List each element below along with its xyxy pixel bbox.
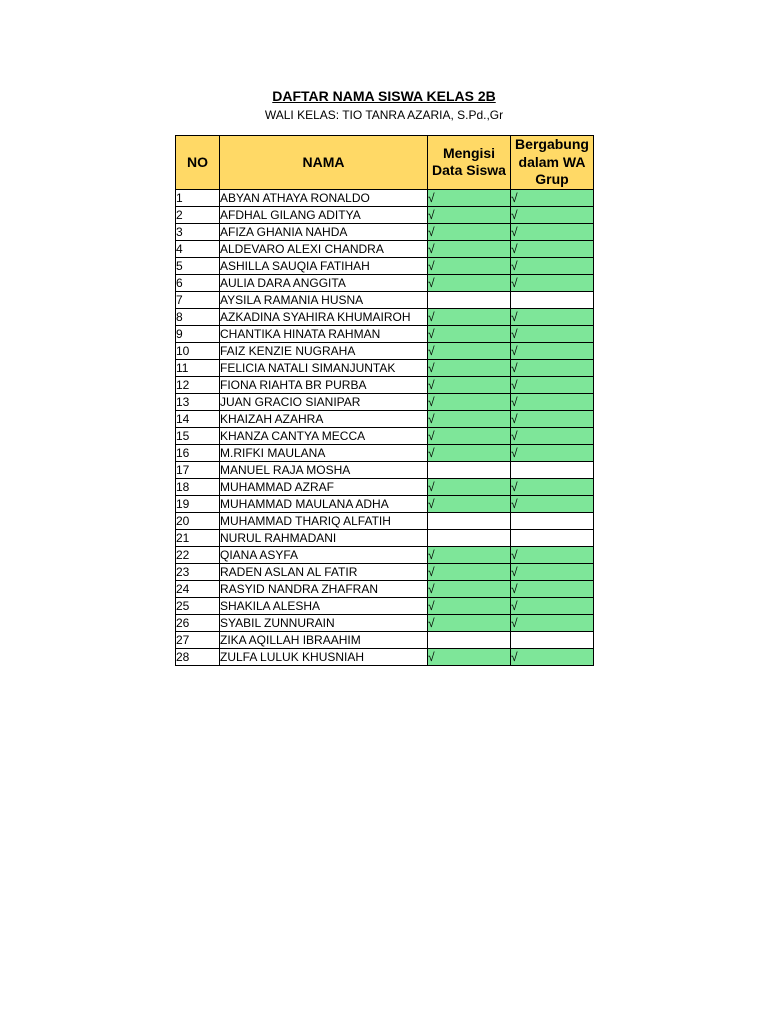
row-number: 4: [176, 240, 220, 257]
table-row: [176, 648, 594, 665]
student-name: AFDHAL GILANG ADITYA: [220, 206, 428, 223]
table-row: [176, 597, 594, 614]
row-number: 1: [176, 189, 220, 206]
bergabung-wa-grup-cell: [511, 631, 594, 648]
student-name: AZKADINA SYAHIRA KHUMAIROH: [220, 308, 428, 325]
student-name: CHANTIKA HINATA RAHMAN: [220, 325, 428, 342]
mengisi-data-siswa-cell: [428, 529, 511, 546]
table-row: [176, 223, 594, 240]
student-name: RASYID NANDRA ZHAFRAN: [220, 580, 428, 597]
bergabung-wa-grup-cell: [511, 342, 594, 359]
student-name: KHANZA CANTYA MECCA: [220, 427, 428, 444]
bergabung-wa-grup-cell: [511, 410, 594, 427]
mengisi-data-siswa-cell: [428, 444, 511, 461]
check-mark-icon: √: [428, 377, 435, 392]
row-number: 25: [176, 597, 220, 614]
mengisi-data-siswa-cell: [428, 359, 511, 376]
row-number: 11: [176, 359, 220, 376]
table-row: [176, 291, 594, 308]
student-name: FIONA RIAHTA BR PURBA: [220, 376, 428, 393]
bergabung-wa-grup-cell: [511, 563, 594, 580]
check-mark-icon: √: [428, 581, 435, 596]
bergabung-wa-grup-cell: [511, 291, 594, 308]
mengisi-data-siswa-cell: [428, 240, 511, 257]
bergabung-wa-grup-cell: [511, 495, 594, 512]
student-name: AFIZA GHANIA NAHDA: [220, 223, 428, 240]
mengisi-data-siswa-cell: [428, 427, 511, 444]
table-row: [176, 614, 594, 631]
mengisi-data-siswa-cell: [428, 580, 511, 597]
check-mark-icon: √: [511, 275, 518, 290]
student-name: KHAIZAH AZAHRA: [220, 410, 428, 427]
bergabung-wa-grup-cell: [511, 325, 594, 342]
table-body: [176, 189, 594, 665]
mengisi-data-siswa-cell: [428, 393, 511, 410]
document-title: DAFTAR NAMA SISWA KELAS 2B: [272, 88, 496, 104]
mengisi-data-siswa-cell: [428, 631, 511, 648]
mengisi-data-siswa-cell: [428, 274, 511, 291]
bergabung-wa-grup-cell: [511, 308, 594, 325]
check-mark-icon: √: [511, 598, 518, 613]
table-row: [176, 546, 594, 563]
bergabung-wa-grup-cell: [511, 614, 594, 631]
mengisi-data-siswa-cell: [428, 291, 511, 308]
check-mark-icon: √: [428, 258, 435, 273]
check-mark-icon: √: [511, 445, 518, 460]
column-header-mengisi: Mengisi Data Siswa: [428, 136, 511, 190]
table-row: [176, 563, 594, 580]
check-mark-icon: √: [511, 411, 518, 426]
check-mark-icon: √: [511, 326, 518, 341]
table-row: [176, 240, 594, 257]
table-row: [176, 495, 594, 512]
check-mark-icon: √: [511, 241, 518, 256]
check-mark-icon: √: [428, 445, 435, 460]
table-header-row: [176, 136, 594, 190]
check-mark-icon: √: [428, 360, 435, 375]
student-name: JUAN GRACIO SIANIPAR: [220, 393, 428, 410]
check-mark-icon: √: [511, 377, 518, 392]
student-name: MUHAMMAD MAULANA ADHA: [220, 495, 428, 512]
check-mark-icon: √: [428, 309, 435, 324]
mengisi-data-siswa-cell: [428, 342, 511, 359]
row-number: 14: [176, 410, 220, 427]
bergabung-wa-grup-cell: [511, 546, 594, 563]
student-name: SHAKILA ALESHA: [220, 597, 428, 614]
row-number: 15: [176, 427, 220, 444]
bergabung-wa-grup-cell: [511, 512, 594, 529]
student-roster-table: [175, 135, 594, 666]
table-row: [176, 461, 594, 478]
row-number: 5: [176, 257, 220, 274]
student-name: SYABIL ZUNNURAIN: [220, 614, 428, 631]
row-number: 7: [176, 291, 220, 308]
bergabung-wa-grup-cell: [511, 478, 594, 495]
check-mark-icon: √: [511, 309, 518, 324]
bergabung-wa-grup-cell: [511, 648, 594, 665]
check-mark-icon: √: [428, 479, 435, 494]
student-name: ZIKA AQILLAH IBRAAHIM: [220, 631, 428, 648]
student-name: MUHAMMAD THARIQ ALFATIH: [220, 512, 428, 529]
mengisi-data-siswa-cell: [428, 325, 511, 342]
bergabung-wa-grup-cell: [511, 597, 594, 614]
check-mark-icon: √: [511, 564, 518, 579]
bergabung-wa-grup-cell: [511, 393, 594, 410]
table-row: [176, 512, 594, 529]
row-number: 3: [176, 223, 220, 240]
student-name: MUHAMMAD AZRAF: [220, 478, 428, 495]
check-mark-icon: √: [511, 190, 518, 205]
student-name: MANUEL RAJA MOSHA: [220, 461, 428, 478]
table-row: [176, 206, 594, 223]
check-mark-icon: √: [511, 224, 518, 239]
mengisi-data-siswa-cell: [428, 563, 511, 580]
table-row: [176, 393, 594, 410]
table-row: [176, 478, 594, 495]
table-row: [176, 342, 594, 359]
check-mark-icon: √: [511, 394, 518, 409]
check-mark-icon: √: [511, 615, 518, 630]
row-number: 27: [176, 631, 220, 648]
bergabung-wa-grup-cell: [511, 223, 594, 240]
student-name: AYSILA RAMANIA HUSNA: [220, 291, 428, 308]
check-mark-icon: √: [428, 615, 435, 630]
check-mark-icon: √: [511, 428, 518, 443]
check-mark-icon: √: [511, 547, 518, 562]
table-row: [176, 376, 594, 393]
table-row: [176, 359, 594, 376]
student-name: M.RIFKI MAULANA: [220, 444, 428, 461]
row-number: 17: [176, 461, 220, 478]
column-header-bergabung: Bergabung dalam WA Grup: [511, 136, 594, 190]
student-name: ALDEVARO ALEXI CHANDRA: [220, 240, 428, 257]
table-row: [176, 274, 594, 291]
check-mark-icon: √: [428, 224, 435, 239]
row-number: 8: [176, 308, 220, 325]
check-mark-icon: √: [428, 326, 435, 341]
row-number: 19: [176, 495, 220, 512]
mengisi-data-siswa-cell: [428, 648, 511, 665]
student-name: FELICIA NATALI SIMANJUNTAK: [220, 359, 428, 376]
student-name: ZULFA LULUK KHUSNIAH: [220, 648, 428, 665]
table-row: [176, 410, 594, 427]
check-mark-icon: √: [428, 207, 435, 222]
check-mark-icon: √: [428, 190, 435, 205]
check-mark-icon: √: [428, 241, 435, 256]
check-mark-icon: √: [428, 343, 435, 358]
check-mark-icon: √: [428, 547, 435, 562]
mengisi-data-siswa-cell: [428, 206, 511, 223]
mengisi-data-siswa-cell: [428, 410, 511, 427]
check-mark-icon: √: [428, 496, 435, 511]
document-subtitle: WALI KELAS: TIO TANRA AZARIA, S.Pd.,Gr: [264, 108, 504, 122]
table-row: [176, 444, 594, 461]
bergabung-wa-grup-cell: [511, 461, 594, 478]
column-header-no: NO: [176, 136, 220, 190]
bergabung-wa-grup-cell: [511, 376, 594, 393]
row-number: 23: [176, 563, 220, 580]
check-mark-icon: √: [511, 343, 518, 358]
table-row: [176, 257, 594, 274]
row-number: 12: [176, 376, 220, 393]
check-mark-icon: √: [511, 258, 518, 273]
check-mark-icon: √: [428, 428, 435, 443]
check-mark-icon: √: [428, 275, 435, 290]
check-mark-icon: √: [428, 411, 435, 426]
student-name: RADEN ASLAN AL FATIR: [220, 563, 428, 580]
mengisi-data-siswa-cell: [428, 308, 511, 325]
check-mark-icon: √: [511, 581, 518, 596]
bergabung-wa-grup-cell: [511, 529, 594, 546]
check-mark-icon: √: [511, 360, 518, 375]
bergabung-wa-grup-cell: [511, 206, 594, 223]
table-row: [176, 325, 594, 342]
mengisi-data-siswa-cell: [428, 189, 511, 206]
check-mark-icon: √: [511, 496, 518, 511]
check-mark-icon: √: [428, 564, 435, 579]
column-header-nama: NAMA: [220, 136, 428, 190]
mengisi-data-siswa-cell: [428, 257, 511, 274]
table-row: [176, 427, 594, 444]
row-number: 21: [176, 529, 220, 546]
mengisi-data-siswa-cell: [428, 461, 511, 478]
table-row: [176, 580, 594, 597]
student-name: AULIA DARA ANGGITA: [220, 274, 428, 291]
bergabung-wa-grup-cell: [511, 580, 594, 597]
row-number: 28: [176, 648, 220, 665]
table-row: [176, 189, 594, 206]
row-number: 22: [176, 546, 220, 563]
mengisi-data-siswa-cell: [428, 223, 511, 240]
bergabung-wa-grup-cell: [511, 274, 594, 291]
mengisi-data-siswa-cell: [428, 495, 511, 512]
student-name: FAIZ KENZIE NUGRAHA: [220, 342, 428, 359]
row-number: 20: [176, 512, 220, 529]
row-number: 16: [176, 444, 220, 461]
row-number: 2: [176, 206, 220, 223]
bergabung-wa-grup-cell: [511, 189, 594, 206]
table-row: [176, 631, 594, 648]
mengisi-data-siswa-cell: [428, 376, 511, 393]
bergabung-wa-grup-cell: [511, 444, 594, 461]
row-number: 10: [176, 342, 220, 359]
student-name: ABYAN ATHAYA RONALDO: [220, 189, 428, 206]
check-mark-icon: √: [428, 394, 435, 409]
row-number: 9: [176, 325, 220, 342]
bergabung-wa-grup-cell: [511, 427, 594, 444]
check-mark-icon: √: [511, 479, 518, 494]
student-name: NURUL RAHMADANI: [220, 529, 428, 546]
bergabung-wa-grup-cell: [511, 257, 594, 274]
student-name: QIANA ASYFA: [220, 546, 428, 563]
check-mark-icon: √: [428, 649, 435, 664]
mengisi-data-siswa-cell: [428, 512, 511, 529]
check-mark-icon: √: [428, 598, 435, 613]
table-row: [176, 529, 594, 546]
row-number: 13: [176, 393, 220, 410]
row-number: 6: [176, 274, 220, 291]
row-number: 24: [176, 580, 220, 597]
row-number: 26: [176, 614, 220, 631]
mengisi-data-siswa-cell: [428, 614, 511, 631]
check-mark-icon: √: [511, 649, 518, 664]
mengisi-data-siswa-cell: [428, 597, 511, 614]
bergabung-wa-grup-cell: [511, 359, 594, 376]
table-row: [176, 308, 594, 325]
row-number: 18: [176, 478, 220, 495]
check-mark-icon: √: [511, 207, 518, 222]
bergabung-wa-grup-cell: [511, 240, 594, 257]
mengisi-data-siswa-cell: [428, 478, 511, 495]
mengisi-data-siswa-cell: [428, 546, 511, 563]
student-name: ASHILLA SAUQIA FATIHAH: [220, 257, 428, 274]
